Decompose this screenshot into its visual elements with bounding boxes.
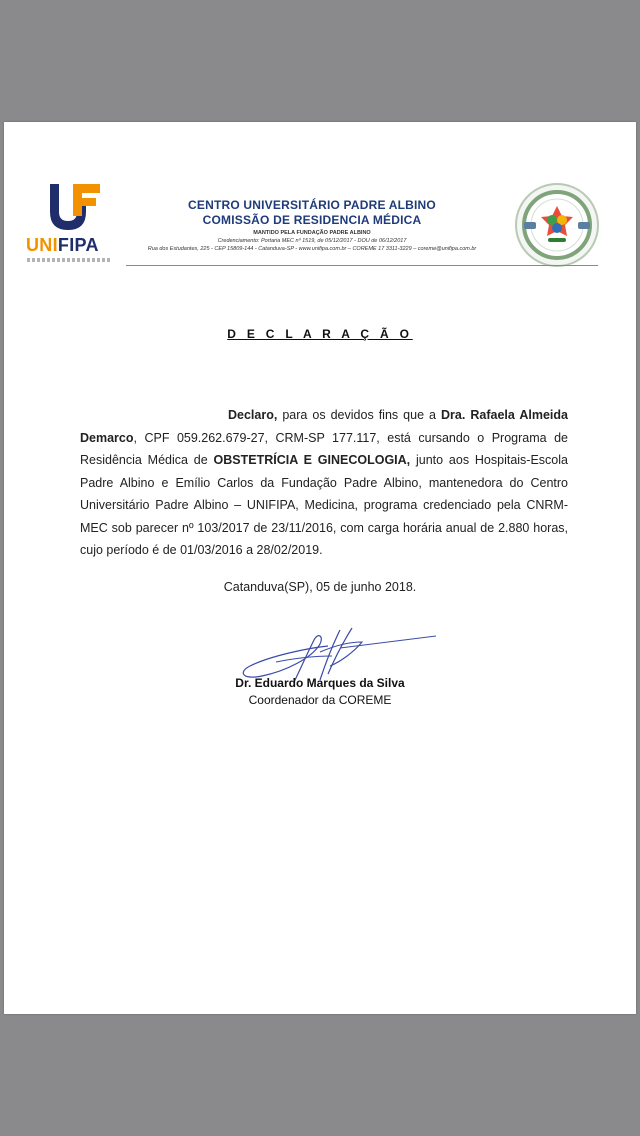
logo-tagline [27,258,111,262]
logo-uni-text: UNI [26,235,58,255]
header-divider [126,265,598,266]
body-bold-declaro: Declaro, [228,408,278,422]
declaration-body [80,404,568,562]
accreditation-line: Credenciamento: Portaria MEC nº 1519, de 05/12/2017 - DOU de 06/12/2017 [217,238,407,244]
logo-fipa-text: FIPA [57,235,99,255]
institution-name: CENTRO UNIVERSITÁRIO PADRE ALBINO [188,198,436,212]
signer-role: Coordenador da COREME [248,693,392,707]
handwritten-signature [236,622,436,684]
address-line: Rua dos Estudantes, 225 - CEP 15809-144 - Catanduva-SP - www.unifipa.com.br – COREME 17 3311-3229 – coreme@unifipa.com.br [147,246,477,252]
body-text-3: junto aos Hospitais-Escola Padre Albino e Emílio Carlos da Fundação Padre Albino, mantenedora do Centro Universitário Padre Albino – UNIFIPA, Medicina, programa credenciado pela CNRM-MEC sob parecer nº 103/2017 de 23/11/2016, com carga horária anual de 2.880 horas, cujo período é de 01/03/2016 a 28/02/2019. [80,453,568,557]
unifipa-logo [26,182,118,266]
body-bold-name: Dra. Rafaela Almeida Demarco [80,408,568,445]
document-page [4,122,636,1014]
body-text-1: para os devidos fins que a [277,408,442,422]
commission-name: COMISSÃO DE RESIDENCIA MÉDICA [202,213,422,227]
uf-logo-icon [46,182,102,234]
body-text-2: , CPF 059.262.679-27, CRM-SP 177.117, está cursando o Programa de Residência Médica de [80,430,568,467]
maintainer-line: MANTIDO PELA FUNDAÇÃO PADRE ALBINO [253,230,371,236]
document-date: Catanduva(SP), 05 de junho 2018. [223,580,417,594]
logo-wordmark [26,235,99,256]
document-title: D E C L A R A Ç Ã O [227,327,413,341]
body-bold-program: OBSTETRÍCIA E GINECOLOGIA, [213,453,411,467]
letterhead [118,198,506,253]
signer-name: Dr. Eduardo Marques da Silva [235,676,405,690]
accreditation-seal-icon [514,182,600,268]
